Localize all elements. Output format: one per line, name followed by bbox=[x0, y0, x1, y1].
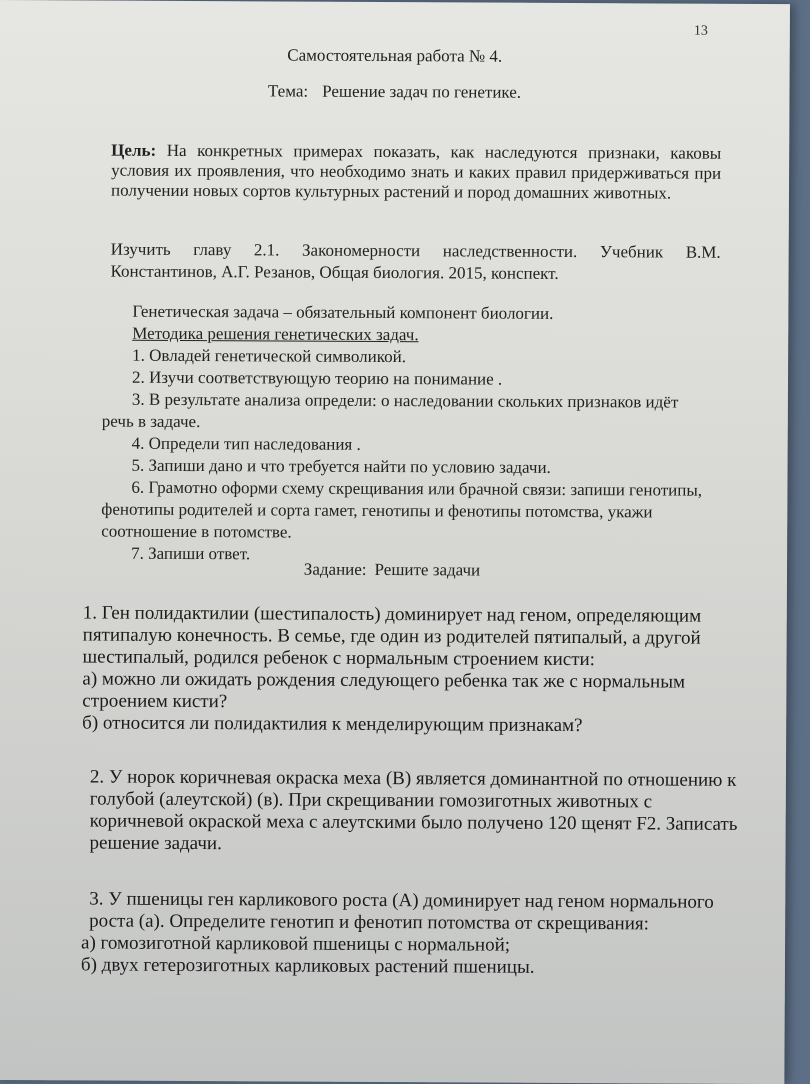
method-intro: Генетическая задача – обязательный компонент биологии. bbox=[132, 301, 554, 323]
method-step: 2. Изучи соответствующую теорию на понимание . bbox=[131, 367, 503, 389]
method-step: 5. Запиши дано и что требуется найти по условию задачи. bbox=[131, 455, 551, 477]
goal-label: Цель: bbox=[111, 140, 157, 160]
method-step: 4. Определи тип наследования . bbox=[131, 433, 361, 454]
method-heading: Методика решения генетических задач. bbox=[132, 323, 419, 345]
page-number: 13 bbox=[693, 23, 708, 39]
task-statement: 3. У пшеницы ген карликового роста (А) доминирует над геном нормального роста (а). Определите генотип и фенотип потомства от скрещивания: bbox=[89, 888, 714, 935]
method-section bbox=[101, 301, 714, 568]
task-question-b: б) двух гетерозиготных карликовых растений пшеницы. bbox=[80, 954, 535, 978]
topic-text: Решение задач по генетике. bbox=[322, 81, 522, 102]
task-3 bbox=[81, 888, 741, 979]
page-title: Самостоятельная работа № 4. bbox=[287, 45, 503, 66]
task-question-a: а) можно ли ожидать рождения следующего ребенка так же с нормальным строением кисти? bbox=[82, 668, 686, 713]
method-step: 6. Грамотно оформи схему скрещивания или брачной связи: запиши генотипы, фенотипы родителей и сорта гамет, генотипы и фенотипы потомства, укажи соотношение в потомстве. bbox=[101, 477, 703, 542]
task-question-b: б) относится ли полидактилия к менделирующим признакам? bbox=[82, 712, 583, 737]
method-step: 1. Овладей генетической символикой. bbox=[132, 345, 407, 367]
method-step: 7. Запиши ответ. bbox=[131, 543, 251, 564]
method-step: 3. В результате анализа определи: о наследовании скольких признаков идёт речь в задаче. bbox=[101, 389, 679, 432]
task-2 bbox=[82, 766, 742, 857]
task-1 bbox=[82, 602, 743, 737]
assignment-heading bbox=[0, 558, 787, 582]
task-question-a: а) гомозиготной карликовой пшеницы с нормальной; bbox=[81, 932, 511, 956]
topic-line bbox=[0, 80, 790, 104]
goal-text: На конкретных примерах показать, как наследуются признаки, каковы условия их проявления, что необходимо знать и каких правил придерживаться при получении новых сортов культурных растений и пород домашних животных. bbox=[110, 140, 722, 203]
task-statement: 1. Ген полидактилии (шестипалость) доминирует над геном, определяющим пятипалую конечность. В семье, где один из родителей пятипалый, а другой шестипалый, родился ребенок с нормальным строением кисти: bbox=[82, 602, 702, 671]
assignment-text: Решите задачи bbox=[374, 559, 481, 580]
task-statement: 2. У норок коричневая окраска меха (В) является доминантной по отношению к голубой (алеутской) (в). При скрещивании гомозиготных животных с коричневой окраской меха с алеутскими было получено 120 щенят F2. Записать решение задачи. bbox=[89, 766, 738, 855]
topic-label: Тема: bbox=[267, 81, 309, 101]
assignment-label: Задание: bbox=[303, 559, 367, 579]
goal-paragraph bbox=[111, 141, 721, 204]
study-paragraph: Изучить главу 2.1. Закономерности наследственности. Учебник В.М. Константинов, А.Г. Резанов, Общая биология. 2015, конспект. bbox=[110, 239, 721, 283]
